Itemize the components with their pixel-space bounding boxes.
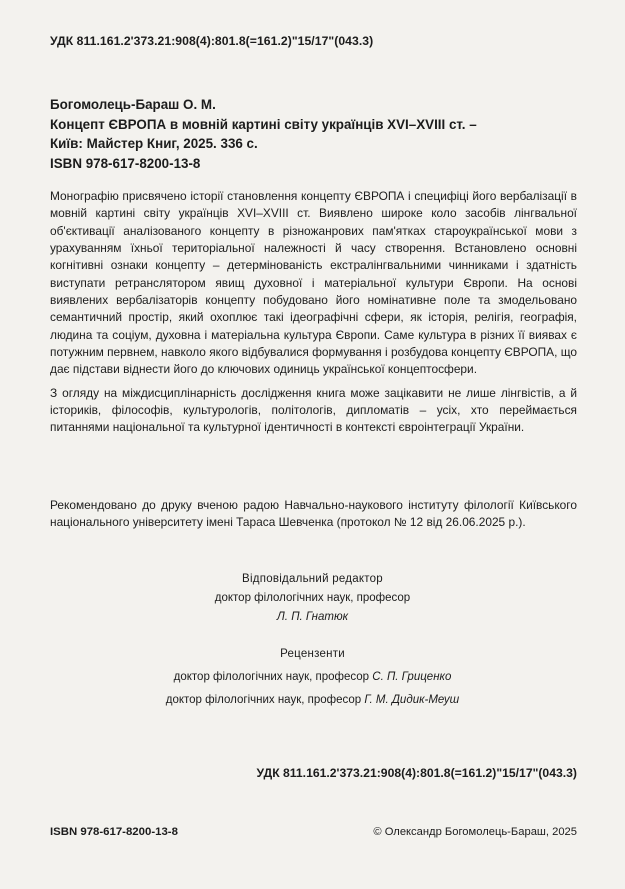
editor-degree: доктор філологічних наук, професор [214, 592, 411, 604]
author: Богомолець-Бараш О. М. [50, 97, 216, 112]
reviewer-2-degree: доктор філологічних наук, професор [165, 694, 362, 706]
reviewer-1 [0, 668, 625, 687]
editor-role: Відповідальний редактор [242, 573, 383, 585]
isbn-top: ISBN 978-617-8200-13-8 [50, 155, 201, 171]
abstract-paragraph-2: З огляду на міждисциплінарність дослідження книга може зацікавити не лише лінгвістів, а й істориків, філософів, культурологів, політологів, дипломатів – усіх, хто переймається питаннями національної та культурної ідентичності в контексті євроінтеграції України. [50, 385, 577, 435]
reviewer-2 [0, 691, 625, 710]
publisher-info: Київ: Майстер Книг, 2025. 336 с. [50, 136, 258, 151]
abstract-paragraph-1: Монографію присвячено історії становлення концепту ЄВРОПА і специфіці його вербалізації в мовній картині світу українців XVI–XVIII ст. Виявлено широке коло засобів лінгвальної об'єктивації аналізованого концепту в різножанрових пам'ятках староукраїнської мови з урахуванням їхньої територіальної належності й часу створення. Встановлено основні когнітивні ознаки концепту – детермінованість екстралінгвальними чинниками і здатність виступати ретранслятором явищ духовної і матеріальної культури Європи. На основі виявлених вербалізаторів концепту побудовано його номінативне поле та змодельовано семантичний простір, який охоплює такі ідеографічні сфери, як історія, релігія, географія, людина та соціум, духовна і матеріальна культура Європи. Саме культура в різних її виявах є потужним первнем, навколо якого відбувалися формування і розбудова концепту ЄВРОПА, що дає підстави віднести його до ключових одиниць української концептосфери. [50, 189, 577, 377]
editor-name: Л. П. Гнатюк [276, 611, 349, 623]
reviewer-1-degree: доктор філологічних наук, професор [173, 671, 370, 683]
udk-code-top: УДК 811.161.2'373.21:908(4):801.8(=161.2)"15/17"(043.3) [50, 34, 374, 48]
book-title: Концепт ЄВРОПА в мовній картині світу українців XVI–XVIII ст. – [50, 116, 477, 132]
copyright: © Олександр Богомолець-Бараш, 2025 [373, 826, 577, 838]
abstract [50, 188, 577, 443]
reviewer-1-name: С. П. Гриценко [372, 671, 452, 683]
reviewer-2-name: Г. М. Дидик-Меуш [364, 694, 460, 706]
publication-recommendation: Рекомендовано до друку вченою радою Навчально-наукового інституту філології Київського національного університету імені Тараса Шевченка (протокол № 12 від 26.06.2025 р.). [50, 498, 577, 530]
credits-block [0, 570, 625, 710]
isbn-bottom: ISBN 978-617-8200-13-8 [50, 826, 178, 838]
bibliographic-description [50, 95, 590, 173]
udk-code-bottom: УДК 811.161.2'373.21:908(4):801.8(=161.2)"15/17"(043.3) [256, 766, 577, 780]
reviewers-label: Рецензенти [280, 648, 345, 660]
